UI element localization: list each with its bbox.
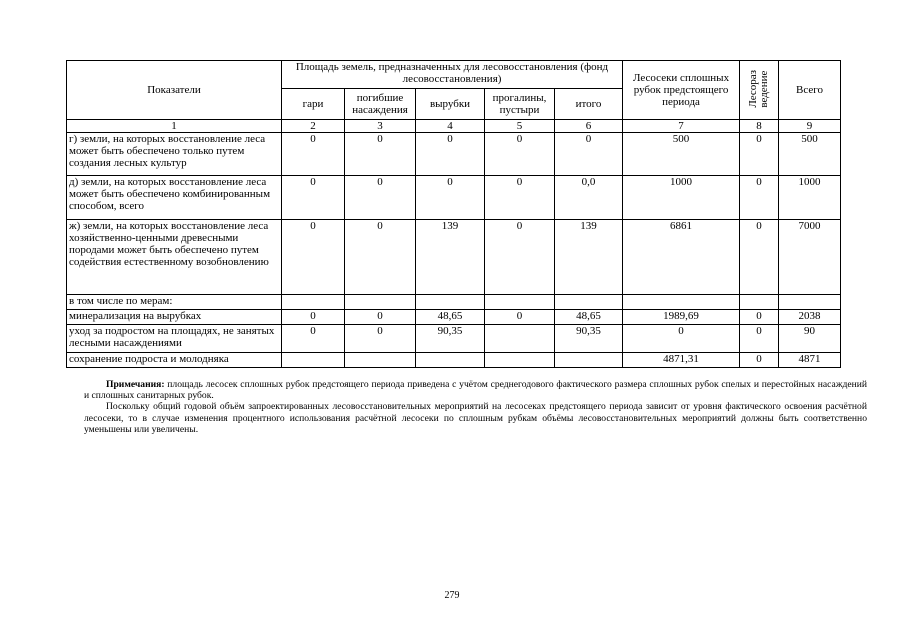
table-row [67, 310, 841, 325]
cell-value: 0 [345, 310, 416, 325]
header-indicators: Показатели [67, 61, 282, 120]
cell-value: 90,35 [555, 325, 623, 353]
column-number: 9 [779, 120, 841, 133]
cell-value: 0 [416, 176, 485, 220]
row-label: ж) земли, на которых восстановление леса хозяйственно-ценными древесными породами может быть обеспечено путем содействия естественному возобновлению [67, 220, 282, 295]
column-numbers-row [67, 120, 841, 133]
cell-value [555, 353, 623, 368]
notes-block [84, 379, 867, 435]
note-paragraph [84, 379, 867, 401]
header-afforestation [740, 61, 779, 120]
notes-title: Примечания: [106, 379, 165, 390]
cell-value: 0 [740, 220, 779, 295]
cell-value: 0 [740, 353, 779, 368]
column-number: 4 [416, 120, 485, 133]
row-label: г) земли, на которых восстановление леса может быть обеспечено только путем создания лесных культур [67, 133, 282, 176]
header-dead-stands: погибшие насаждения [345, 89, 416, 120]
table-row [67, 353, 841, 368]
cell-value: 0 [345, 325, 416, 353]
cell-value: 0 [345, 133, 416, 176]
cell-value: 90,35 [416, 325, 485, 353]
row-label: минерализация на вырубках [67, 310, 282, 325]
header-land-area-group: Площадь земель, предназначенных для лесовосстановления (фонд лесовосстановления) [282, 61, 623, 89]
cell-value [416, 353, 485, 368]
cell-value: 1989,69 [623, 310, 740, 325]
cell-value: 0 [345, 220, 416, 295]
header-clearcut-sites: Лесосеки сплошных рубок предстоящего периода [623, 61, 740, 120]
header-afforestation-line1: Лесораз [747, 69, 760, 108]
cell-value [345, 295, 416, 310]
cell-value: 4871,31 [623, 353, 740, 368]
cell-value [555, 295, 623, 310]
reforestation-table [66, 60, 841, 368]
header-burns: гари [282, 89, 345, 120]
page-number: 279 [444, 590, 460, 601]
cell-value: 0 [282, 133, 345, 176]
cell-value: 500 [623, 133, 740, 176]
cell-value: 48,65 [555, 310, 623, 325]
cell-value: 0 [623, 325, 740, 353]
column-number: 2 [282, 120, 345, 133]
cell-value: 0 [740, 310, 779, 325]
cell-value: 139 [416, 220, 485, 295]
cell-value: 0 [485, 220, 555, 295]
column-number: 6 [555, 120, 623, 133]
table-row [67, 176, 841, 220]
cell-value: 0 [485, 133, 555, 176]
cell-value: 7000 [779, 220, 841, 295]
note-text: площадь лесосек сплошных рубок предстоящего периода приведена с учётом среднегодового фактического размера сплошных рубок спелых и перестойных насаждений и сплошных санитарных рубок. [84, 379, 867, 402]
cell-value: 2038 [779, 310, 841, 325]
cell-value: 1000 [623, 176, 740, 220]
cell-value: 1000 [779, 176, 841, 220]
cell-value: 0 [485, 310, 555, 325]
cell-value: 0 [740, 325, 779, 353]
cell-value [282, 295, 345, 310]
cell-value: 0 [485, 176, 555, 220]
header-cuttings: вырубки [416, 89, 485, 120]
cell-value: 0 [282, 176, 345, 220]
cell-value [282, 353, 345, 368]
column-number: 1 [67, 120, 282, 133]
row-label: сохранение подроста и молодняка [67, 353, 282, 368]
cell-value: 0 [555, 133, 623, 176]
cell-value: 4871 [779, 353, 841, 368]
cell-value: 0 [740, 176, 779, 220]
header-subtotal: итого [555, 89, 623, 120]
table-row [67, 295, 841, 310]
cell-value: 0 [416, 133, 485, 176]
table-row [67, 325, 841, 353]
column-number: 3 [345, 120, 416, 133]
header-total: Всего [779, 61, 841, 120]
cell-value: 0 [740, 133, 779, 176]
row-label: в том числе по мерам: [67, 295, 282, 310]
cell-value [416, 295, 485, 310]
cell-value: 500 [779, 133, 841, 176]
table-row [67, 220, 841, 295]
cell-value [485, 353, 555, 368]
cell-value: 0 [282, 310, 345, 325]
header-afforestation-line2: ведение [758, 70, 771, 108]
table-row [67, 133, 841, 176]
cell-value: 0 [282, 220, 345, 295]
cell-value: 6861 [623, 220, 740, 295]
cell-value [623, 295, 740, 310]
column-number: 7 [623, 120, 740, 133]
cell-value: 0 [282, 325, 345, 353]
column-number: 8 [740, 120, 779, 133]
cell-value: 90 [779, 325, 841, 353]
header-glades: прогалины, пустыри [485, 89, 555, 120]
cell-value: 48,65 [416, 310, 485, 325]
cell-value [485, 325, 555, 353]
note-paragraph: Поскольку общий годовой объём запроектированных лесовосстановительных мероприятий на лесосеках предстоящего периода зависит от уровня фактического освоения расчётной лесосеки, то в случае изменения процентного использования расчётной лесосеки по сплошным рубкам объёмы лесовосстановительных мероприятий должны быть соответственно уменьшены или увеличены. [84, 401, 867, 435]
cell-value [779, 295, 841, 310]
row-label: уход за подростом на площадях, не занятых лесными насаждениями [67, 325, 282, 353]
cell-value: 0,0 [555, 176, 623, 220]
cell-value: 139 [555, 220, 623, 295]
cell-value: 0 [345, 176, 416, 220]
cell-value [345, 353, 416, 368]
cell-value [485, 295, 555, 310]
column-number: 5 [485, 120, 555, 133]
row-label: д) земли, на которых восстановление леса может быть обеспечено комбинированным способом, всего [67, 176, 282, 220]
cell-value [740, 295, 779, 310]
